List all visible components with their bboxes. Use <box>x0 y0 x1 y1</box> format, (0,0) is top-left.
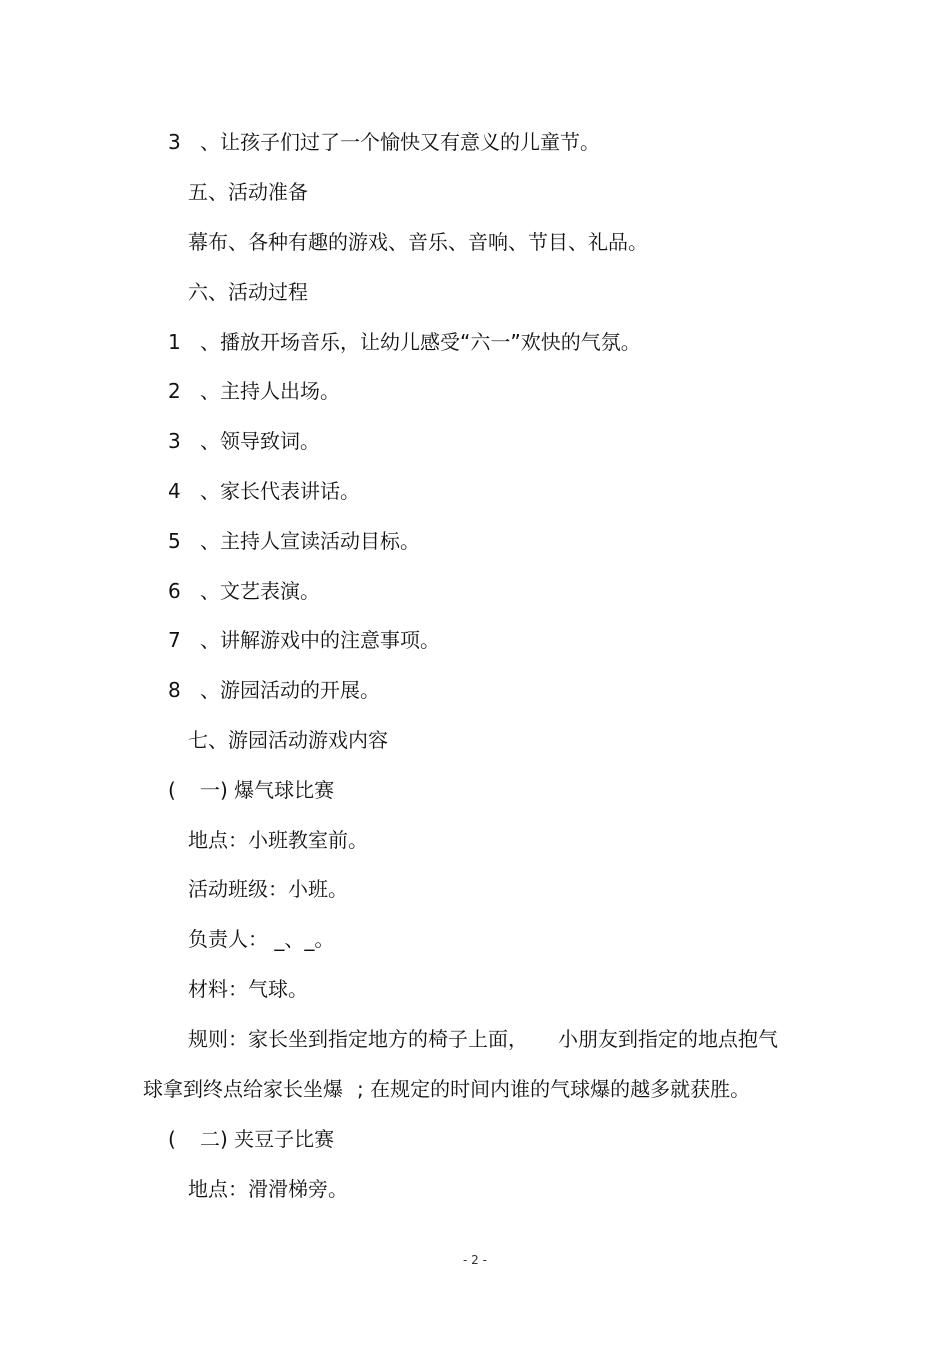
list-number: 8 <box>168 678 181 702</box>
list-number: 3 <box>168 429 181 453</box>
list-item <box>168 377 340 405</box>
paragraph <box>188 1025 778 1053</box>
list-number: 1 <box>168 330 181 354</box>
section-heading: 五、活动准备 <box>188 180 308 204</box>
list-number: 2 <box>168 379 181 403</box>
subsection-title: 二) 夹豆子比赛 <box>200 1127 335 1151</box>
paragraph: 地点：小班教室前。 <box>188 828 368 852</box>
list-number: 7 <box>168 628 181 652</box>
list-number: 6 <box>168 579 181 603</box>
list-text: 、讲解游戏中的注意事项。 <box>200 628 440 652</box>
list-item <box>168 676 380 704</box>
list-item <box>168 626 440 654</box>
list-text: 、领导致词。 <box>200 429 320 453</box>
list-text: 、文艺表演。 <box>200 579 320 603</box>
section-heading: 六、活动过程 <box>188 280 308 304</box>
list-number: 5 <box>168 529 181 553</box>
paragraph <box>143 1075 750 1103</box>
list-item <box>168 427 320 455</box>
paren-open: ( <box>168 778 176 802</box>
paragraph: 幕布、各种有趣的游戏、音乐、音响、节目、礼品。 <box>188 230 648 254</box>
paren-open: ( <box>168 1127 176 1151</box>
list-item <box>168 128 600 156</box>
paragraph: 材料：气球。 <box>188 977 308 1001</box>
list-text: 、播放开场音乐，让幼儿感受“六一”欢快的气氛。 <box>200 330 641 354</box>
rule-text-part1: 规则：家长坐到指定地方的椅子上面， <box>188 1027 528 1051</box>
section-heading: 七、游园活动游戏内容 <box>188 728 388 752</box>
list-number: 4 <box>168 479 181 503</box>
list-text: 、主持人出场。 <box>200 379 340 403</box>
list-item <box>168 477 360 505</box>
list-text: 、游园活动的开展。 <box>200 678 380 702</box>
list-item <box>168 328 641 356</box>
page-number: - 2 - <box>463 1253 487 1267</box>
rule-text-part4: ; 在规定的时间内谁的气球爆的越多就获胜。 <box>357 1077 751 1101</box>
subsection-title: 一) 爆气球比赛 <box>200 778 335 802</box>
paragraph: 地点：滑滑梯旁。 <box>188 1177 348 1201</box>
list-text: 、主持人宣读活动目标。 <box>200 529 420 553</box>
list-text: 、让孩子们过了一个愉快又有意义的儿童节。 <box>200 130 600 154</box>
rule-text-part3: 球拿到终点给家长坐爆 <box>143 1077 343 1101</box>
list-item <box>168 527 420 555</box>
subsection-heading <box>168 1125 334 1153</box>
rule-text-part2: 小朋友到指定的地点抱气 <box>558 1027 778 1051</box>
paragraph: 负责人： _、_。 <box>188 927 335 951</box>
list-text: 、家长代表讲话。 <box>200 479 360 503</box>
paragraph: 活动班级：小班。 <box>188 877 348 901</box>
list-number: 3 <box>168 130 181 154</box>
subsection-heading <box>168 776 334 804</box>
list-item <box>168 577 320 605</box>
